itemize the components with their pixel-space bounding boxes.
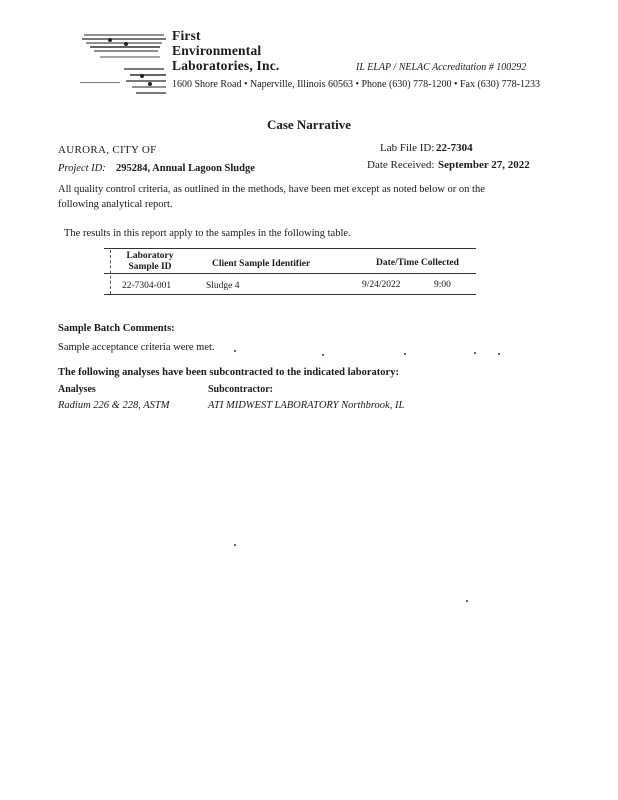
project-id: 295284, Annual Lagoon Sludge: [116, 163, 255, 174]
batch-comments-text: Sample acceptance criteria were met.: [58, 342, 215, 353]
sample-table: [104, 248, 476, 296]
table-intro: The results in this report apply to the samples in the following table.: [64, 228, 351, 239]
subcontractor-header: Subcontractor:: [208, 384, 273, 395]
header-lab-sample-line-1: Laboratory: [126, 251, 174, 261]
scan-speck: [234, 544, 236, 546]
date-received: September 27, 2022: [438, 159, 530, 171]
cell-time: 9:00: [434, 280, 451, 290]
subcontract-analysis: Radium 226 & 228, ASTM: [58, 400, 170, 411]
company-name-line-1: First: [172, 28, 201, 43]
cell-lab-id: 22-7304-001: [122, 281, 172, 291]
company-name-line-3: Laboratories, Inc.: [172, 58, 280, 73]
subcontract-laboratory: ATI MIDWEST LABORATORY Northbrook, IL: [208, 400, 405, 411]
batch-comments-heading: Sample Batch Comments:: [58, 323, 175, 334]
company-name-line-2: Environmental: [172, 43, 262, 58]
table-top-rule: [104, 248, 476, 249]
table-header-rule: [104, 273, 476, 274]
table-left-border: [110, 250, 111, 294]
client-name: AURORA, CITY OF: [58, 144, 157, 156]
company-name: [172, 28, 279, 73]
lab-file-id: 22-7304: [436, 142, 473, 154]
scan-speck: [498, 353, 500, 355]
header-lab-sample-line-2: Sample ID: [128, 262, 172, 272]
qc-statement: All quality control criteria, as outlined in the methods, have been met except as noted below or on the following analytical report.: [58, 184, 485, 210]
scan-speck: [474, 352, 476, 354]
scan-speck: [466, 600, 468, 602]
header-date-time: Date/Time Collected: [376, 258, 459, 268]
date-received-label: Date Received:: [367, 159, 435, 171]
analyses-header: Analyses: [58, 384, 96, 395]
header-lab-sample-id: [114, 251, 186, 273]
scan-speck: [234, 350, 236, 352]
scan-speck: [322, 354, 324, 356]
scan-speck: [404, 353, 406, 355]
project-label: Project ID:: [58, 163, 106, 174]
table-bottom-rule: [104, 294, 476, 295]
document-title: Case Narrative: [266, 117, 352, 132]
accreditation-number: IL ELAP / NELAC Accreditation # 100292: [356, 62, 527, 73]
company-logo: [80, 30, 168, 102]
subcontract-heading: The following analyses have been subcontracted to the indicated laboratory:: [58, 367, 399, 378]
header-client-sample-id: Client Sample Identifier: [212, 259, 311, 269]
lab-file-label: Lab File ID:: [380, 142, 435, 154]
cell-client-id: Sludge 4: [206, 281, 240, 291]
company-address: 1600 Shore Road • Naperville, Illinois 60563 • Phone (630) 778-1200 • Fax (630) 778-1233: [172, 79, 540, 90]
cell-date: 9/24/2022: [362, 280, 401, 290]
